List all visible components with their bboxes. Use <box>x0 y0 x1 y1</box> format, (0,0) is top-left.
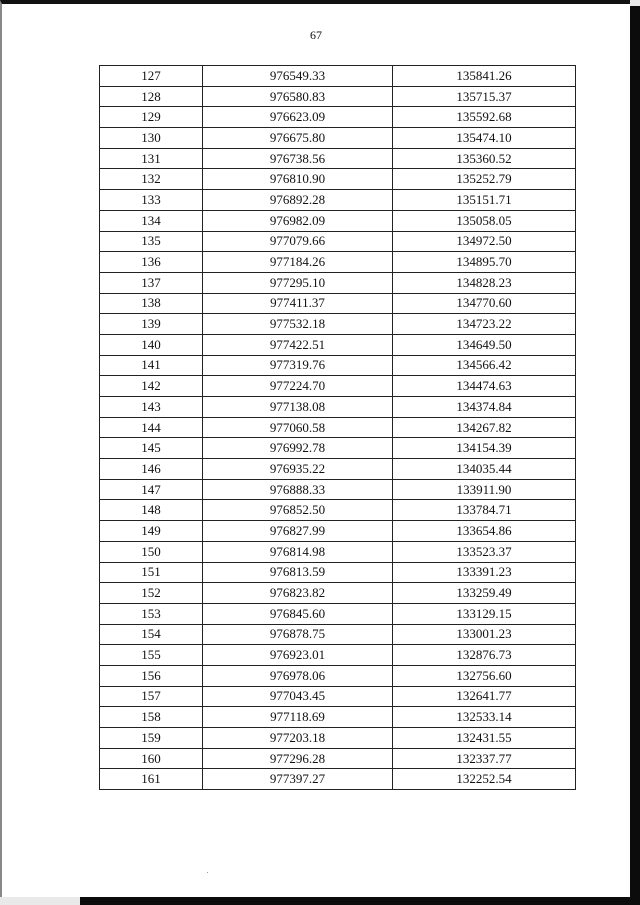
x-coordinate-cell: 976823.82 <box>203 583 393 604</box>
x-coordinate-cell: 976892.28 <box>203 190 393 211</box>
point-number-cell: 143 <box>100 397 203 418</box>
x-coordinate-cell: 977118.69 <box>203 707 393 728</box>
page-shadow-right <box>630 6 640 905</box>
point-number-cell: 160 <box>100 748 203 769</box>
point-number-cell: 140 <box>100 334 203 355</box>
table-row <box>100 541 576 562</box>
point-number-cell: 142 <box>100 376 203 397</box>
x-coordinate-cell: 976580.83 <box>203 86 393 107</box>
table-row <box>100 376 576 397</box>
y-coordinate-cell: 134154.39 <box>393 438 576 459</box>
y-coordinate-cell: 135592.68 <box>393 107 576 128</box>
x-coordinate-cell: 976978.06 <box>203 665 393 686</box>
point-number-cell: 132 <box>100 169 203 190</box>
point-number-cell: 133 <box>100 190 203 211</box>
page-number: 67 <box>310 28 322 42</box>
table-row <box>100 583 576 604</box>
x-coordinate-cell: 977203.18 <box>203 728 393 749</box>
point-number-cell: 130 <box>100 128 203 149</box>
point-number-cell: 156 <box>100 665 203 686</box>
table-row <box>100 521 576 542</box>
point-number-cell: 138 <box>100 293 203 314</box>
table-row <box>100 86 576 107</box>
x-coordinate-cell: 976992.78 <box>203 438 393 459</box>
x-coordinate-cell: 977319.76 <box>203 355 393 376</box>
table-row <box>100 272 576 293</box>
y-coordinate-cell: 134566.42 <box>393 355 576 376</box>
x-coordinate-cell: 976738.56 <box>203 148 393 169</box>
table-row <box>100 603 576 624</box>
y-coordinate-cell: 133784.71 <box>393 500 576 521</box>
table-row <box>100 500 576 521</box>
point-number-cell: 139 <box>100 314 203 335</box>
table-row <box>100 645 576 666</box>
x-coordinate-cell: 977397.27 <box>203 769 393 790</box>
y-coordinate-cell: 134770.60 <box>393 293 576 314</box>
y-coordinate-cell: 132641.77 <box>393 686 576 707</box>
y-coordinate-cell: 135058.05 <box>393 210 576 231</box>
y-coordinate-cell: 134374.84 <box>393 397 576 418</box>
table-row <box>100 479 576 500</box>
y-coordinate-cell: 134895.70 <box>393 252 576 273</box>
table-row <box>100 397 576 418</box>
x-coordinate-cell: 977295.10 <box>203 272 393 293</box>
point-number-cell: 127 <box>100 66 203 87</box>
point-number-cell: 158 <box>100 707 203 728</box>
point-number-cell: 159 <box>100 728 203 749</box>
table-row <box>100 665 576 686</box>
x-coordinate-cell: 977043.45 <box>203 686 393 707</box>
point-number-cell: 135 <box>100 231 203 252</box>
table-row <box>100 459 576 480</box>
x-coordinate-cell: 976888.33 <box>203 479 393 500</box>
y-coordinate-cell: 134828.23 <box>393 272 576 293</box>
x-coordinate-cell: 976675.80 <box>203 128 393 149</box>
x-coordinate-cell: 977184.26 <box>203 252 393 273</box>
point-number-cell: 154 <box>100 624 203 645</box>
scan-speck <box>207 872 208 873</box>
table-row <box>100 148 576 169</box>
x-coordinate-cell: 977138.08 <box>203 397 393 418</box>
table-row <box>100 128 576 149</box>
table-row <box>100 624 576 645</box>
y-coordinate-cell: 134267.82 <box>393 417 576 438</box>
x-coordinate-cell: 977224.70 <box>203 376 393 397</box>
point-number-cell: 148 <box>100 500 203 521</box>
x-coordinate-cell: 976852.50 <box>203 500 393 521</box>
table-row <box>100 707 576 728</box>
point-number-cell: 161 <box>100 769 203 790</box>
x-coordinate-cell: 976878.75 <box>203 624 393 645</box>
y-coordinate-cell: 133391.23 <box>393 562 576 583</box>
point-number-cell: 147 <box>100 479 203 500</box>
table-row <box>100 314 576 335</box>
coordinates-table <box>99 65 576 790</box>
table-row <box>100 252 576 273</box>
y-coordinate-cell: 133911.90 <box>393 479 576 500</box>
table-row <box>100 169 576 190</box>
y-coordinate-cell: 134035.44 <box>393 459 576 480</box>
y-coordinate-cell: 135151.71 <box>393 190 576 211</box>
point-number-cell: 129 <box>100 107 203 128</box>
table-row <box>100 355 576 376</box>
point-number-cell: 145 <box>100 438 203 459</box>
y-coordinate-cell: 133523.37 <box>393 541 576 562</box>
y-coordinate-cell: 132876.73 <box>393 645 576 666</box>
x-coordinate-cell: 976810.90 <box>203 169 393 190</box>
table-row <box>100 686 576 707</box>
y-coordinate-cell: 132756.60 <box>393 665 576 686</box>
point-number-cell: 152 <box>100 583 203 604</box>
point-number-cell: 136 <box>100 252 203 273</box>
point-number-cell: 141 <box>100 355 203 376</box>
x-coordinate-cell: 976813.59 <box>203 562 393 583</box>
table-row <box>100 66 576 87</box>
table-row <box>100 417 576 438</box>
x-coordinate-cell: 977296.28 <box>203 748 393 769</box>
y-coordinate-cell: 132337.77 <box>393 748 576 769</box>
point-number-cell: 134 <box>100 210 203 231</box>
table-row <box>100 769 576 790</box>
point-number-cell: 150 <box>100 541 203 562</box>
table-row <box>100 748 576 769</box>
y-coordinate-cell: 134474.63 <box>393 376 576 397</box>
y-coordinate-cell: 134649.50 <box>393 334 576 355</box>
table-row <box>100 107 576 128</box>
table-row <box>100 728 576 749</box>
x-coordinate-cell: 977079.66 <box>203 231 393 252</box>
y-coordinate-cell: 134723.22 <box>393 314 576 335</box>
x-coordinate-cell: 977422.51 <box>203 334 393 355</box>
y-coordinate-cell: 133001.23 <box>393 624 576 645</box>
y-coordinate-cell: 133654.86 <box>393 521 576 542</box>
table-row <box>100 438 576 459</box>
x-coordinate-cell: 976814.98 <box>203 541 393 562</box>
x-coordinate-cell: 977060.58 <box>203 417 393 438</box>
point-number-cell: 131 <box>100 148 203 169</box>
y-coordinate-cell: 135474.10 <box>393 128 576 149</box>
point-number-cell: 146 <box>100 459 203 480</box>
y-coordinate-cell: 132252.54 <box>393 769 576 790</box>
table-row <box>100 334 576 355</box>
table-row <box>100 231 576 252</box>
point-number-cell: 153 <box>100 603 203 624</box>
x-coordinate-cell: 976845.60 <box>203 603 393 624</box>
point-number-cell: 149 <box>100 521 203 542</box>
point-number-cell: 155 <box>100 645 203 666</box>
x-coordinate-cell: 977411.37 <box>203 293 393 314</box>
x-coordinate-cell: 976623.09 <box>203 107 393 128</box>
table-row <box>100 190 576 211</box>
y-coordinate-cell: 132431.55 <box>393 728 576 749</box>
y-coordinate-cell: 133259.49 <box>393 583 576 604</box>
x-coordinate-cell: 976982.09 <box>203 210 393 231</box>
x-coordinate-cell: 976935.22 <box>203 459 393 480</box>
x-coordinate-cell: 977532.18 <box>203 314 393 335</box>
table-row <box>100 562 576 583</box>
table-row <box>100 210 576 231</box>
y-coordinate-cell: 132533.14 <box>393 707 576 728</box>
y-coordinate-cell: 135252.79 <box>393 169 576 190</box>
point-number-cell: 128 <box>100 86 203 107</box>
y-coordinate-cell: 135360.52 <box>393 148 576 169</box>
x-coordinate-cell: 976827.99 <box>203 521 393 542</box>
y-coordinate-cell: 135841.26 <box>393 66 576 87</box>
x-coordinate-cell: 976549.33 <box>203 66 393 87</box>
y-coordinate-cell: 133129.15 <box>393 603 576 624</box>
page-shadow-bottom <box>80 897 640 905</box>
point-number-cell: 157 <box>100 686 203 707</box>
coordinates-table-body <box>100 66 576 790</box>
point-number-cell: 151 <box>100 562 203 583</box>
x-coordinate-cell: 976923.01 <box>203 645 393 666</box>
y-coordinate-cell: 134972.50 <box>393 231 576 252</box>
point-number-cell: 144 <box>100 417 203 438</box>
point-number-cell: 137 <box>100 272 203 293</box>
y-coordinate-cell: 135715.37 <box>393 86 576 107</box>
table-row <box>100 293 576 314</box>
